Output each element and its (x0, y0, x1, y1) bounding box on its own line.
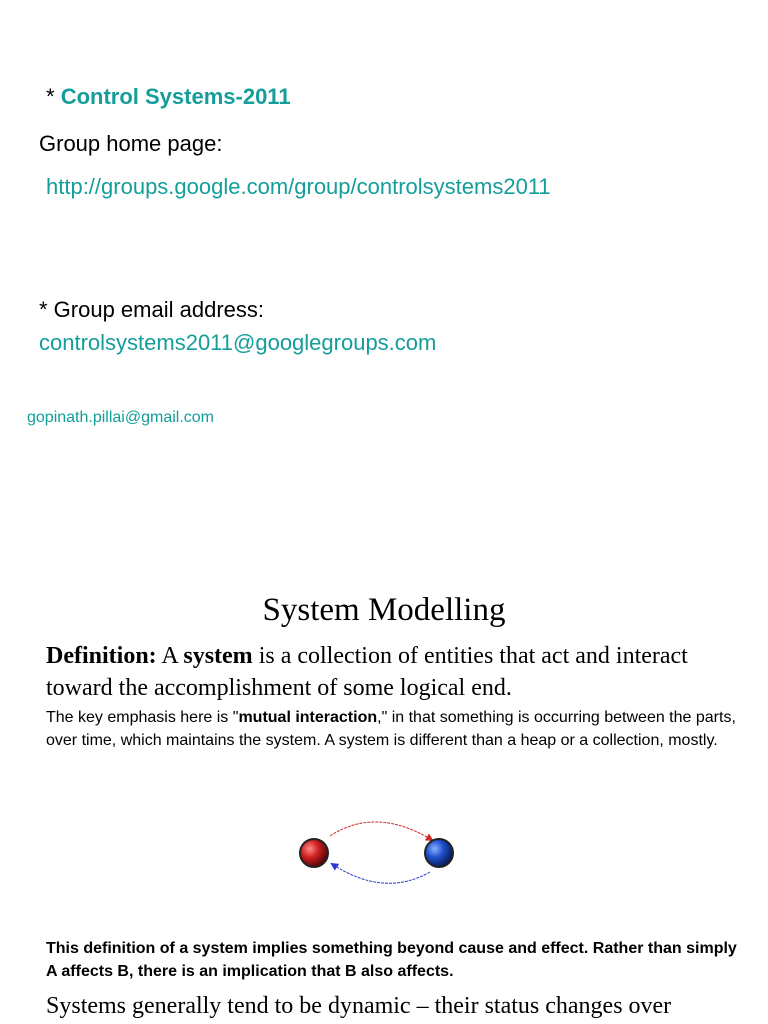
emphasis-paragraph (46, 706, 736, 752)
emphasis-text: ," in that something is occurring between the parts, over time, which maintains the system. A system is different than a heap or a collection, mostly. (46, 709, 736, 749)
bullet: * (46, 84, 55, 109)
implication-paragraph: This definition of a system implies something beyond cause and effect. Rather than simply A affects B, there is an implication that B also affects. (46, 940, 737, 980)
group-email-link[interactable]: controlsystems2011@googlegroups.com (39, 330, 437, 355)
contact-email-link[interactable]: gopinath.pillai@gmail.com (27, 409, 214, 426)
ball-a (300, 839, 328, 867)
group-title (46, 84, 291, 110)
email-address-label: * Group email address: (39, 297, 264, 322)
definition-term: system (183, 643, 253, 669)
home-page-link[interactable]: http://groups.google.com/group/controlsystems2011 (46, 174, 551, 199)
definition-text: is a collection of entities that act and interact toward the accomplishment of some logical end. (46, 643, 688, 701)
dynamic-paragraph: Systems generally tend to be dynamic – their status changes over (46, 993, 672, 1019)
definition-label: Definition: (46, 643, 157, 669)
ball-b (425, 839, 453, 867)
group-name: Control Systems-2011 (60, 84, 291, 109)
definition-text: A (156, 643, 184, 669)
definition-paragraph (46, 640, 736, 704)
interaction-diagram (296, 812, 466, 892)
bottom-arrow (332, 864, 430, 883)
home-page-label: Group home page: (39, 131, 223, 156)
slide-title: System Modelling (262, 592, 506, 628)
top-arrow (330, 822, 432, 840)
emphasis-text: The key emphasis here is " (46, 709, 239, 726)
emphasis-highlight: mutual interaction (238, 709, 378, 726)
